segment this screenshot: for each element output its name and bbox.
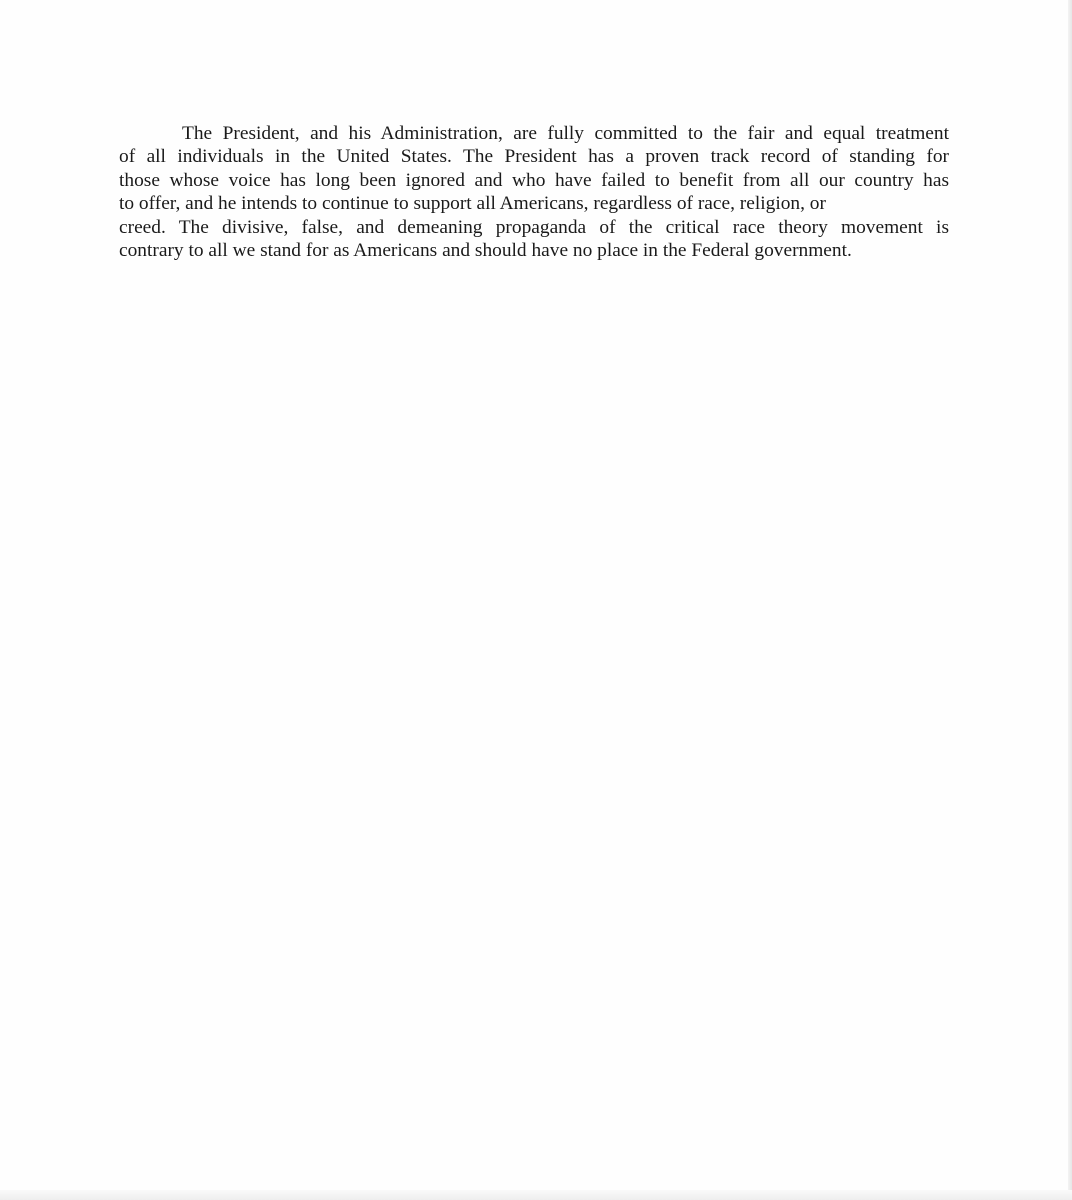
- paragraph-line: to offer, and he intends to continue to support all Americans, regardless of race, religion, or: [119, 193, 826, 215]
- body-paragraph: [119, 122, 949, 262]
- paragraph-line: contrary to all we stand for as Americans and should have no place in the Federal government.: [119, 240, 852, 262]
- paragraph-line: The President, and his Administration, are fully committed to the fair and equal treatment: [182, 123, 949, 144]
- page-bottom-shadow: [0, 1190, 1072, 1200]
- paragraph-line: of all individuals in the United States. The President has a proven track record of standing for: [119, 146, 949, 168]
- page-edge-shadow: [1068, 0, 1072, 1200]
- paragraph-line: creed. The divisive, false, and demeaning propaganda of the critical race theory movement is: [119, 216, 949, 238]
- paragraph-line: those whose voice has long been ignored and who have failed to benefit from all our country has: [119, 169, 949, 191]
